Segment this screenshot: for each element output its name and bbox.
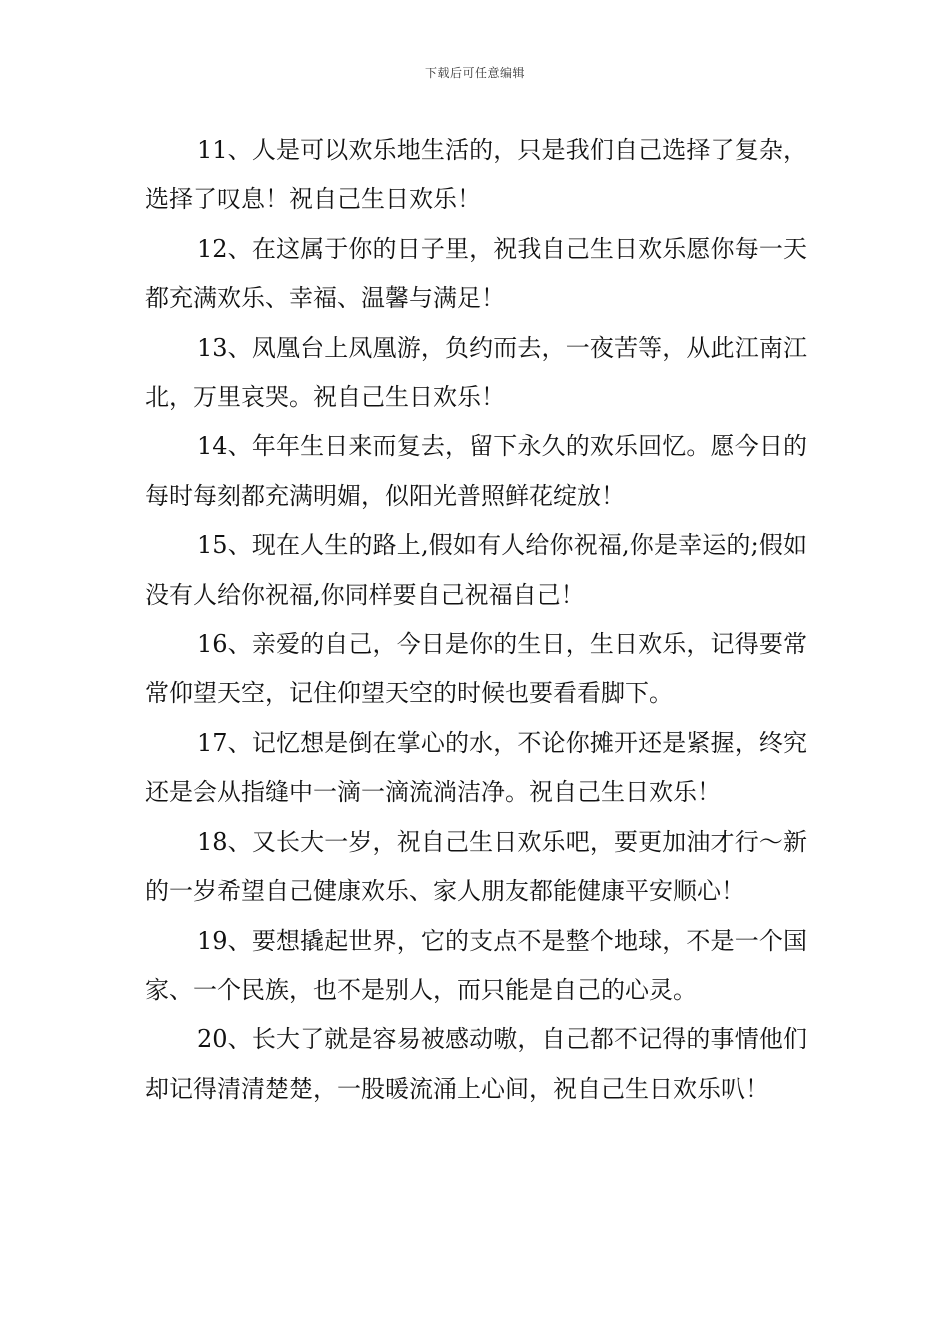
paragraph-18: 18、又长大一岁，祝自己生日欢乐吧，要更加油才行～新的一岁希望自己健康欢乐、家人朋友都能健康平安顺心！ (145, 827, 807, 906)
paragraph-17: 17、记忆想是倒在掌心的水，不论你摊开还是紧握，终究还是会从指缝中一滴一滴流淌洁净。祝自己生日欢乐！ (145, 728, 807, 807)
page-header: 下载后可任意编辑 (424, 66, 525, 80)
paragraph-19: 19、要想撬起世界，它的支点不是整个地球，不是一个国家、一个民族，也不是别人，而只能是自己的心灵。 (145, 926, 807, 1004)
paragraph-16: 16、亲爱的自己，今日是你的生日，生日欢乐，记得要常常仰望天空，记住仰望天空的时候也要看看脚下。 (145, 630, 807, 708)
paragraph-20: 20、长大了就是容易被感动嗷，自己都不记得的事情他们却记得清清楚楚，一股暖流涌上心间，祝自己生日欢乐叭！ (145, 1025, 807, 1103)
paragraph-11: 11、人是可以欢乐地生活的，只是我们自己选择了复杂，选择了叹息！祝自己生日欢乐！ (145, 136, 807, 214)
paragraph-12: 12、在这属于你的日子里，祝我自己生日欢乐愿你每一天都充满欢乐、幸福、温馨与满足！ (145, 234, 807, 313)
paragraph-14: 14、年年生日来而复去，留下永久的欢乐回忆。愿今日的每时每刻都充满明媚，似阳光普照鲜花绽放！ (145, 432, 807, 510)
document-body (145, 126, 807, 1114)
paragraph-13: 13、凤凰台上凤凰游，负约而去，一夜苦等，从此江南江北，万里哀哭。祝自己生日欢乐！ (145, 333, 807, 412)
paragraph-15: 15、现在人生的路上,假如有人给你祝福,你是幸运的;假如没有人给你祝福,你同样要自己祝福自己！ (145, 531, 807, 609)
